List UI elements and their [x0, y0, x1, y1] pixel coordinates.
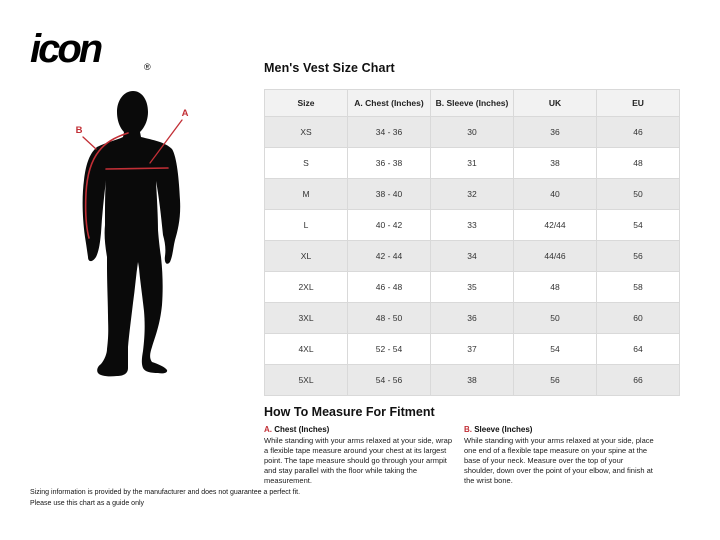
disclaimer-line-1: Sizing information is provided by the manufacturer and does not guarantee a perfect fit.	[30, 489, 301, 496]
sleeve-section-body: While standing with your arms relaxed at your side, place one end of a flexible tape measure on your spine at the base of your neck. Measure over the top of your shoulder, down over the point of your elbow, and finish at the wrist bone.	[464, 436, 654, 485]
measure-section-chest	[264, 425, 454, 485]
size-cell: 34 - 36	[348, 117, 431, 148]
size-cell: 35	[431, 272, 514, 303]
figure-label-a: A	[181, 108, 189, 119]
size-cell: 54 - 56	[348, 365, 431, 396]
chest-section-label	[264, 425, 454, 434]
registered-trademark-icon: ®	[144, 62, 151, 72]
size-cell: 32	[431, 179, 514, 210]
size-cell: 48	[514, 272, 597, 303]
size-cell: 66	[597, 365, 680, 396]
size-row	[265, 117, 680, 148]
size-cell: 40	[514, 179, 597, 210]
size-cell: 30	[431, 117, 514, 148]
size-cell: XS	[265, 117, 348, 148]
size-cell: 48 - 50	[348, 303, 431, 334]
how-to-measure-columns	[264, 425, 684, 485]
brand-logo-text: icon	[30, 27, 101, 71]
chest-section-body: While standing with your arms relaxed at your side, wrap a flexible tape measure around your chest at its largest point. The tape measure should go through your armpit and stay parallel with the floor while taking the measurement.	[264, 436, 452, 485]
column-header: UK	[514, 90, 597, 117]
size-cell: 50	[597, 179, 680, 210]
chest-measure-line	[106, 168, 168, 169]
disclaimer-line-2: Please use this chart as a guide only	[30, 499, 145, 507]
size-cell: 48	[597, 148, 680, 179]
sleeve-section-label	[464, 425, 654, 434]
size-cell: 42/44	[514, 210, 597, 241]
size-cell: XL	[265, 241, 348, 272]
size-cell: 58	[597, 272, 680, 303]
header-row	[265, 90, 680, 117]
size-cell: 38	[514, 148, 597, 179]
size-cell: 40 - 42	[348, 210, 431, 241]
measure-section-sleeve	[464, 425, 654, 485]
size-cell: 42 - 44	[348, 241, 431, 272]
size-row	[265, 179, 680, 210]
size-chart-table	[264, 89, 680, 396]
size-cell: M	[265, 179, 348, 210]
size-cell: 46	[597, 117, 680, 148]
how-to-measure-section	[264, 405, 684, 485]
sizing-disclaimer	[30, 488, 310, 510]
column-header: Size	[265, 90, 348, 117]
size-cell: 33	[431, 210, 514, 241]
size-cell: 60	[597, 303, 680, 334]
size-cell: 50	[514, 303, 597, 334]
size-cell: 44/46	[514, 241, 597, 272]
column-header: B. Sleeve (Inches)	[431, 90, 514, 117]
size-cell: 37	[431, 334, 514, 365]
size-cell: 54	[597, 210, 680, 241]
figure-silhouette	[83, 91, 181, 376]
size-cell: 54	[514, 334, 597, 365]
size-chart-table-body	[265, 117, 680, 396]
label-b-callout-line	[83, 137, 96, 149]
size-chart-table-head	[265, 90, 680, 117]
brand-logo	[28, 24, 168, 74]
measurement-figure	[55, 85, 200, 385]
size-cell: 56	[514, 365, 597, 396]
size-cell: 31	[431, 148, 514, 179]
size-cell: S	[265, 148, 348, 179]
size-cell: 36 - 38	[348, 148, 431, 179]
size-cell: 5XL	[265, 365, 348, 396]
size-row	[265, 148, 680, 179]
size-cell: 3XL	[265, 303, 348, 334]
size-cell: 38 - 40	[348, 179, 431, 210]
sleeve-label-prefix: B.	[464, 425, 472, 434]
chest-label-prefix: A.	[264, 425, 272, 434]
size-cell: 52 - 54	[348, 334, 431, 365]
size-cell: L	[265, 210, 348, 241]
size-row	[265, 334, 680, 365]
size-row	[265, 210, 680, 241]
sleeve-label-text: Sleeve (Inches)	[472, 425, 533, 434]
size-cell: 34	[431, 241, 514, 272]
size-cell: 4XL	[265, 334, 348, 365]
size-row	[265, 272, 680, 303]
column-header: EU	[597, 90, 680, 117]
size-row	[265, 365, 680, 396]
size-cell: 46 - 48	[348, 272, 431, 303]
size-cell: 2XL	[265, 272, 348, 303]
size-row	[265, 303, 680, 334]
size-row	[265, 241, 680, 272]
column-header: A. Chest (Inches)	[348, 90, 431, 117]
size-cell: 38	[431, 365, 514, 396]
figure-label-b: B	[75, 125, 83, 136]
how-to-measure-title: How To Measure For Fitment	[264, 405, 435, 419]
size-cell: 56	[597, 241, 680, 272]
size-cell: 36	[431, 303, 514, 334]
size-chart-title: Men's Vest Size Chart	[264, 61, 395, 75]
size-cell: 64	[597, 334, 680, 365]
size-cell: 36	[514, 117, 597, 148]
chest-label-text: Chest (Inches)	[272, 425, 330, 434]
